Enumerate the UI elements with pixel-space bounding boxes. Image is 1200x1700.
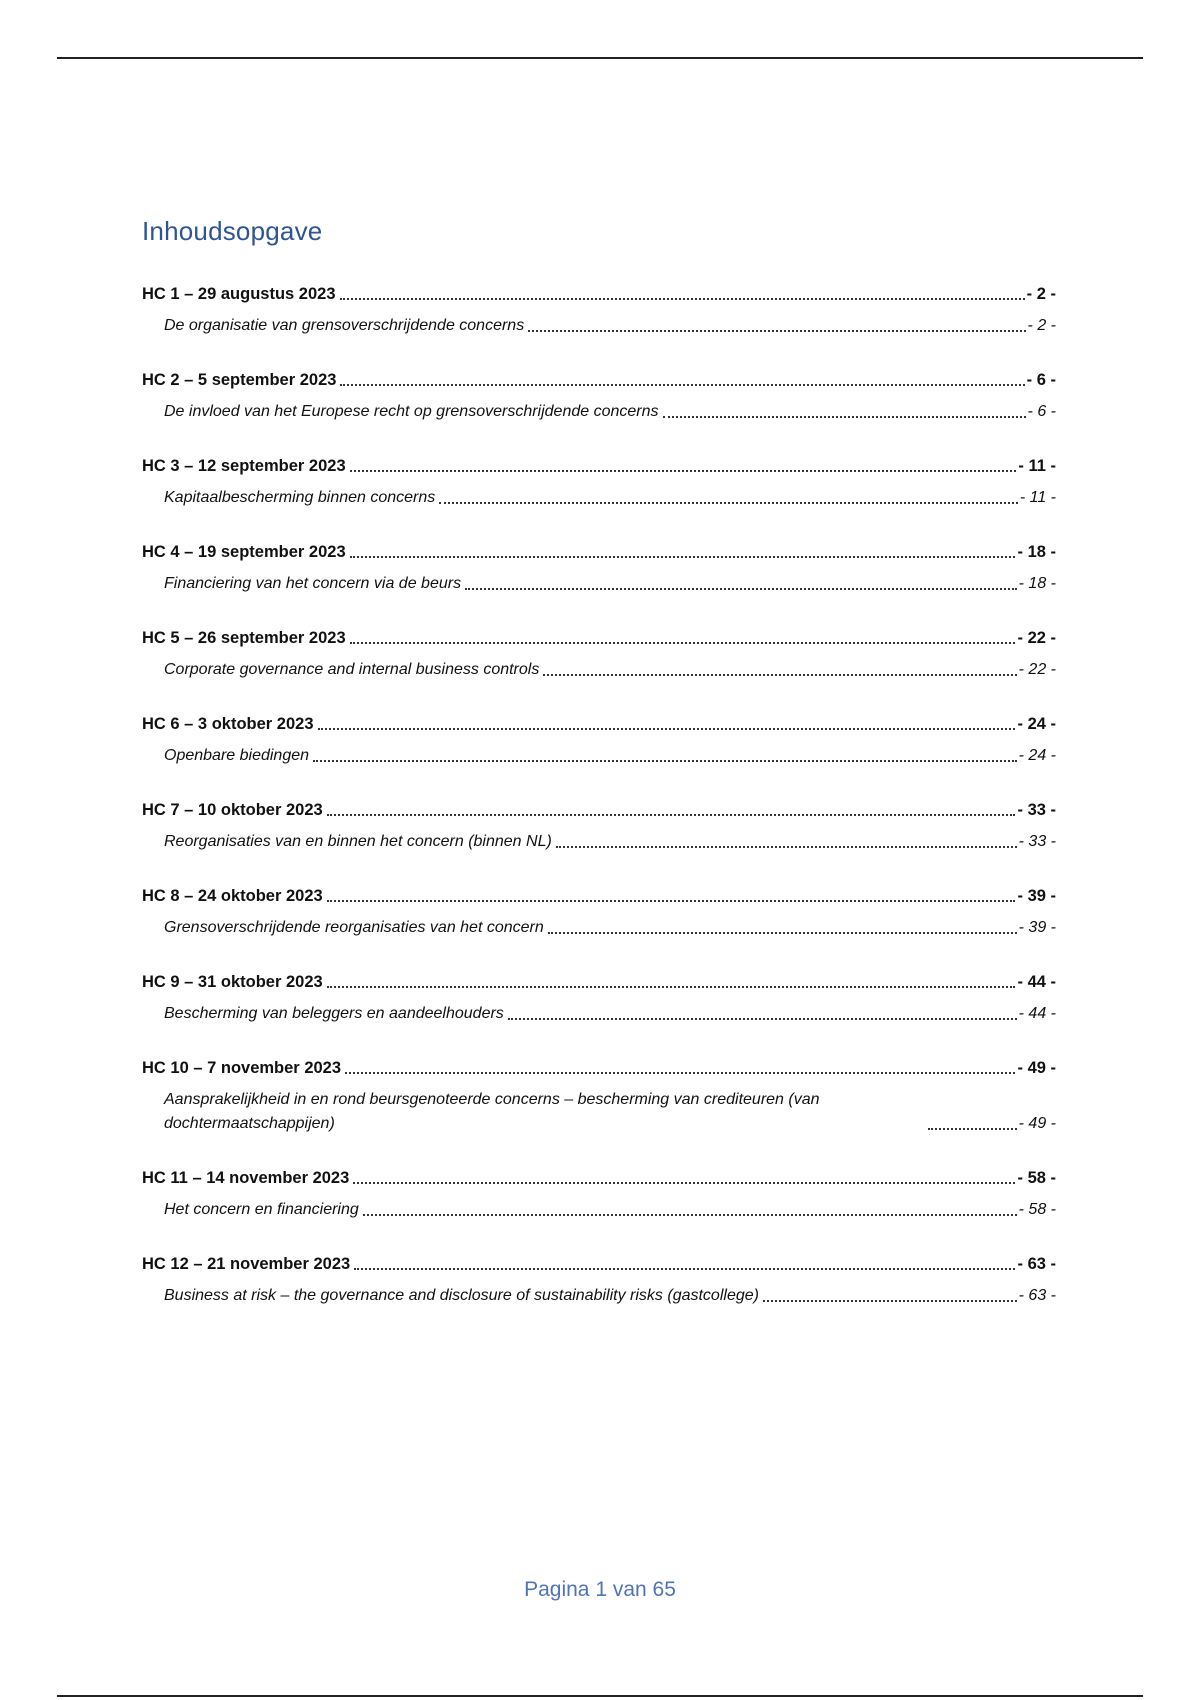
toc-group-hc2 [142, 363, 1056, 449]
toc-group-hc4 [142, 535, 1056, 621]
toc-subentry-hc7[interactable] [142, 830, 1056, 854]
toc-leader-dots [327, 900, 1016, 902]
toc-page-number: - 33 - [1018, 833, 1056, 850]
toc-entry-title: HC 2 – 5 september 2023 [142, 371, 337, 389]
toc-subentry-title: De invloed van het Europese recht op grensoverschrijdende concerns [164, 403, 659, 420]
toc-subentry-title: Het concern en financiering [164, 1201, 359, 1218]
toc-page-number: - 33 - [1017, 801, 1056, 819]
toc-entry-hc2[interactable] [142, 363, 1056, 392]
toc-subentry-title: Grensoverschrijdende reorganisaties van het concern [164, 919, 544, 936]
toc-leader-dots [928, 1128, 1017, 1130]
toc-entry-title: HC 5 – 26 september 2023 [142, 629, 346, 647]
toc-heading: Inhoudsopgave [142, 216, 323, 246]
toc-group-hc3 [142, 449, 1056, 535]
toc-entry-title: HC 10 – 7 november 2023 [142, 1059, 342, 1077]
toc-page-number: - 49 - [1018, 1115, 1056, 1132]
toc-subentry-hc8[interactable] [142, 916, 1056, 940]
toc-leader-dots [354, 1268, 1015, 1270]
toc-subentry-title: Reorganisaties van en binnen het concern (binnen NL) [164, 833, 552, 850]
toc-entry-title: HC 4 – 19 september 2023 [142, 543, 346, 561]
toc-page-number: - 11 - [1019, 489, 1056, 506]
toc-subentry-title: Openbare biedingen [164, 747, 310, 764]
toc-leader-dots [363, 1214, 1017, 1216]
toc-entry-title: HC 6 – 3 oktober 2023 [142, 715, 314, 733]
header-rule [57, 57, 1143, 59]
toc-page-number: - 6 - [1027, 403, 1056, 420]
toc-leader-dots [350, 470, 1017, 472]
toc-page-number: - 22 - [1018, 661, 1056, 678]
toc-subentry-hc10[interactable] [142, 1088, 1056, 1136]
toc-group-hc8 [142, 879, 1056, 965]
toc-subentry-title: Business at risk – the governance and disclosure of sustainability risks (gastcollege) [164, 1287, 759, 1304]
toc-entry-title: HC 8 – 24 oktober 2023 [142, 887, 323, 905]
toc-entry-hc10[interactable] [142, 1051, 1056, 1080]
toc-entry-hc1[interactable] [142, 277, 1056, 306]
page-footer: Pagina 1 van 65 [524, 1578, 676, 1601]
toc-page-number: - 2 - [1026, 285, 1056, 303]
toc-page-number: - 2 - [1027, 317, 1056, 334]
toc-entry-hc7[interactable] [142, 793, 1056, 822]
toc-page-number: - 39 - [1018, 919, 1056, 936]
toc-subentry-hc1[interactable] [142, 314, 1056, 338]
toc-subentry-hc11[interactable] [142, 1198, 1056, 1222]
toc-page-number: - 24 - [1017, 715, 1056, 733]
toc-subentry-title: Aansprakelijkheid in en rond beursgenoteerde concerns – bescherming van crediteuren (van dochtermaatschappijen) [164, 1091, 820, 1132]
toc-subentry-hc3[interactable] [142, 486, 1056, 510]
toc-leader-dots [548, 932, 1017, 934]
toc-subentry-title: Corporate governance and internal business controls [164, 661, 540, 678]
toc-page-number: - 22 - [1017, 629, 1056, 647]
toc-group-hc5 [142, 621, 1056, 707]
footer-rule [57, 1695, 1143, 1697]
toc-subentry-hc6[interactable] [142, 744, 1056, 768]
toc-entry-title: HC 11 – 14 november 2023 [142, 1169, 350, 1187]
toc-entry-hc4[interactable] [142, 535, 1056, 564]
toc-leader-dots [327, 986, 1016, 988]
toc-subentry-hc5[interactable] [142, 658, 1056, 682]
toc-page-number: - 63 - [1018, 1287, 1056, 1304]
toc-page-number: - 18 - [1018, 575, 1056, 592]
toc-group-hc6 [142, 707, 1056, 793]
toc-page-number: - 49 - [1017, 1059, 1056, 1077]
toc-entry-hc11[interactable] [142, 1161, 1056, 1190]
toc-group-hc12 [142, 1247, 1056, 1333]
toc-group-hc9 [142, 965, 1056, 1051]
toc-leader-dots [663, 416, 1026, 418]
toc-subentry-title: De organisatie van grensoverschrijdende concerns [164, 317, 525, 334]
toc-leader-dots [350, 642, 1016, 644]
toc-subentry-hc4[interactable] [142, 572, 1056, 596]
toc-subentry-title: Financiering van het concern via de beurs [164, 575, 462, 592]
toc-leader-dots [528, 330, 1025, 332]
toc-page-number: - 44 - [1018, 1005, 1056, 1022]
toc-leader-dots [340, 384, 1024, 386]
toc-leader-dots [327, 814, 1016, 816]
toc-group-hc11 [142, 1161, 1056, 1247]
toc-leader-dots [543, 674, 1016, 676]
toc-page-number: - 18 - [1017, 543, 1056, 561]
toc-leader-dots [345, 1072, 1015, 1074]
toc-leader-dots [313, 760, 1017, 762]
toc-page-number: - 24 - [1018, 747, 1056, 764]
toc-leader-dots [508, 1018, 1017, 1020]
toc-entry-title: HC 3 – 12 september 2023 [142, 457, 346, 475]
toc-entry-hc12[interactable] [142, 1247, 1056, 1276]
toc-subentry-title: Kapitaalbescherming binnen concerns [164, 489, 436, 506]
toc-subentry-hc2[interactable] [142, 400, 1056, 424]
toc-page-number: - 58 - [1017, 1169, 1056, 1187]
toc-group-hc10 [142, 1051, 1056, 1161]
toc-entry-title: HC 7 – 10 oktober 2023 [142, 801, 323, 819]
toc-leader-dots [763, 1300, 1017, 1302]
toc-entry-title: HC 1 – 29 augustus 2023 [142, 285, 336, 303]
toc-page-number: - 58 - [1018, 1201, 1056, 1218]
toc-subentry-title: Bescherming van beleggers en aandeelhouders [164, 1005, 504, 1022]
toc-leader-dots [340, 298, 1025, 300]
toc-subentry-hc12[interactable] [142, 1284, 1056, 1308]
toc-leader-dots [350, 556, 1016, 558]
toc-leader-dots [353, 1182, 1015, 1184]
toc-entry-title: HC 9 – 31 oktober 2023 [142, 973, 323, 991]
toc-entry-hc8[interactable] [142, 879, 1056, 908]
toc-page-number: - 11 - [1018, 457, 1056, 475]
toc-entry-hc3[interactable] [142, 449, 1056, 478]
toc-entry-hc9[interactable] [142, 965, 1056, 994]
toc-entry-hc5[interactable] [142, 621, 1056, 650]
toc-entry-title: HC 12 – 21 november 2023 [142, 1255, 351, 1273]
toc-leader-dots [465, 588, 1017, 590]
toc-group-hc1 [142, 277, 1056, 363]
toc-page-number: - 39 - [1017, 887, 1056, 905]
toc-group-hc7 [142, 793, 1056, 879]
table-of-contents [142, 277, 1056, 1333]
toc-leader-dots [439, 502, 1018, 504]
toc-leader-dots [556, 846, 1017, 848]
toc-page-number: - 44 - [1017, 973, 1056, 991]
toc-page-number: - 63 - [1017, 1255, 1056, 1273]
toc-page-number: - 6 - [1026, 371, 1056, 389]
toc-leader-dots [318, 728, 1016, 730]
toc-subentry-hc9[interactable] [142, 1002, 1056, 1026]
toc-entry-hc6[interactable] [142, 707, 1056, 736]
